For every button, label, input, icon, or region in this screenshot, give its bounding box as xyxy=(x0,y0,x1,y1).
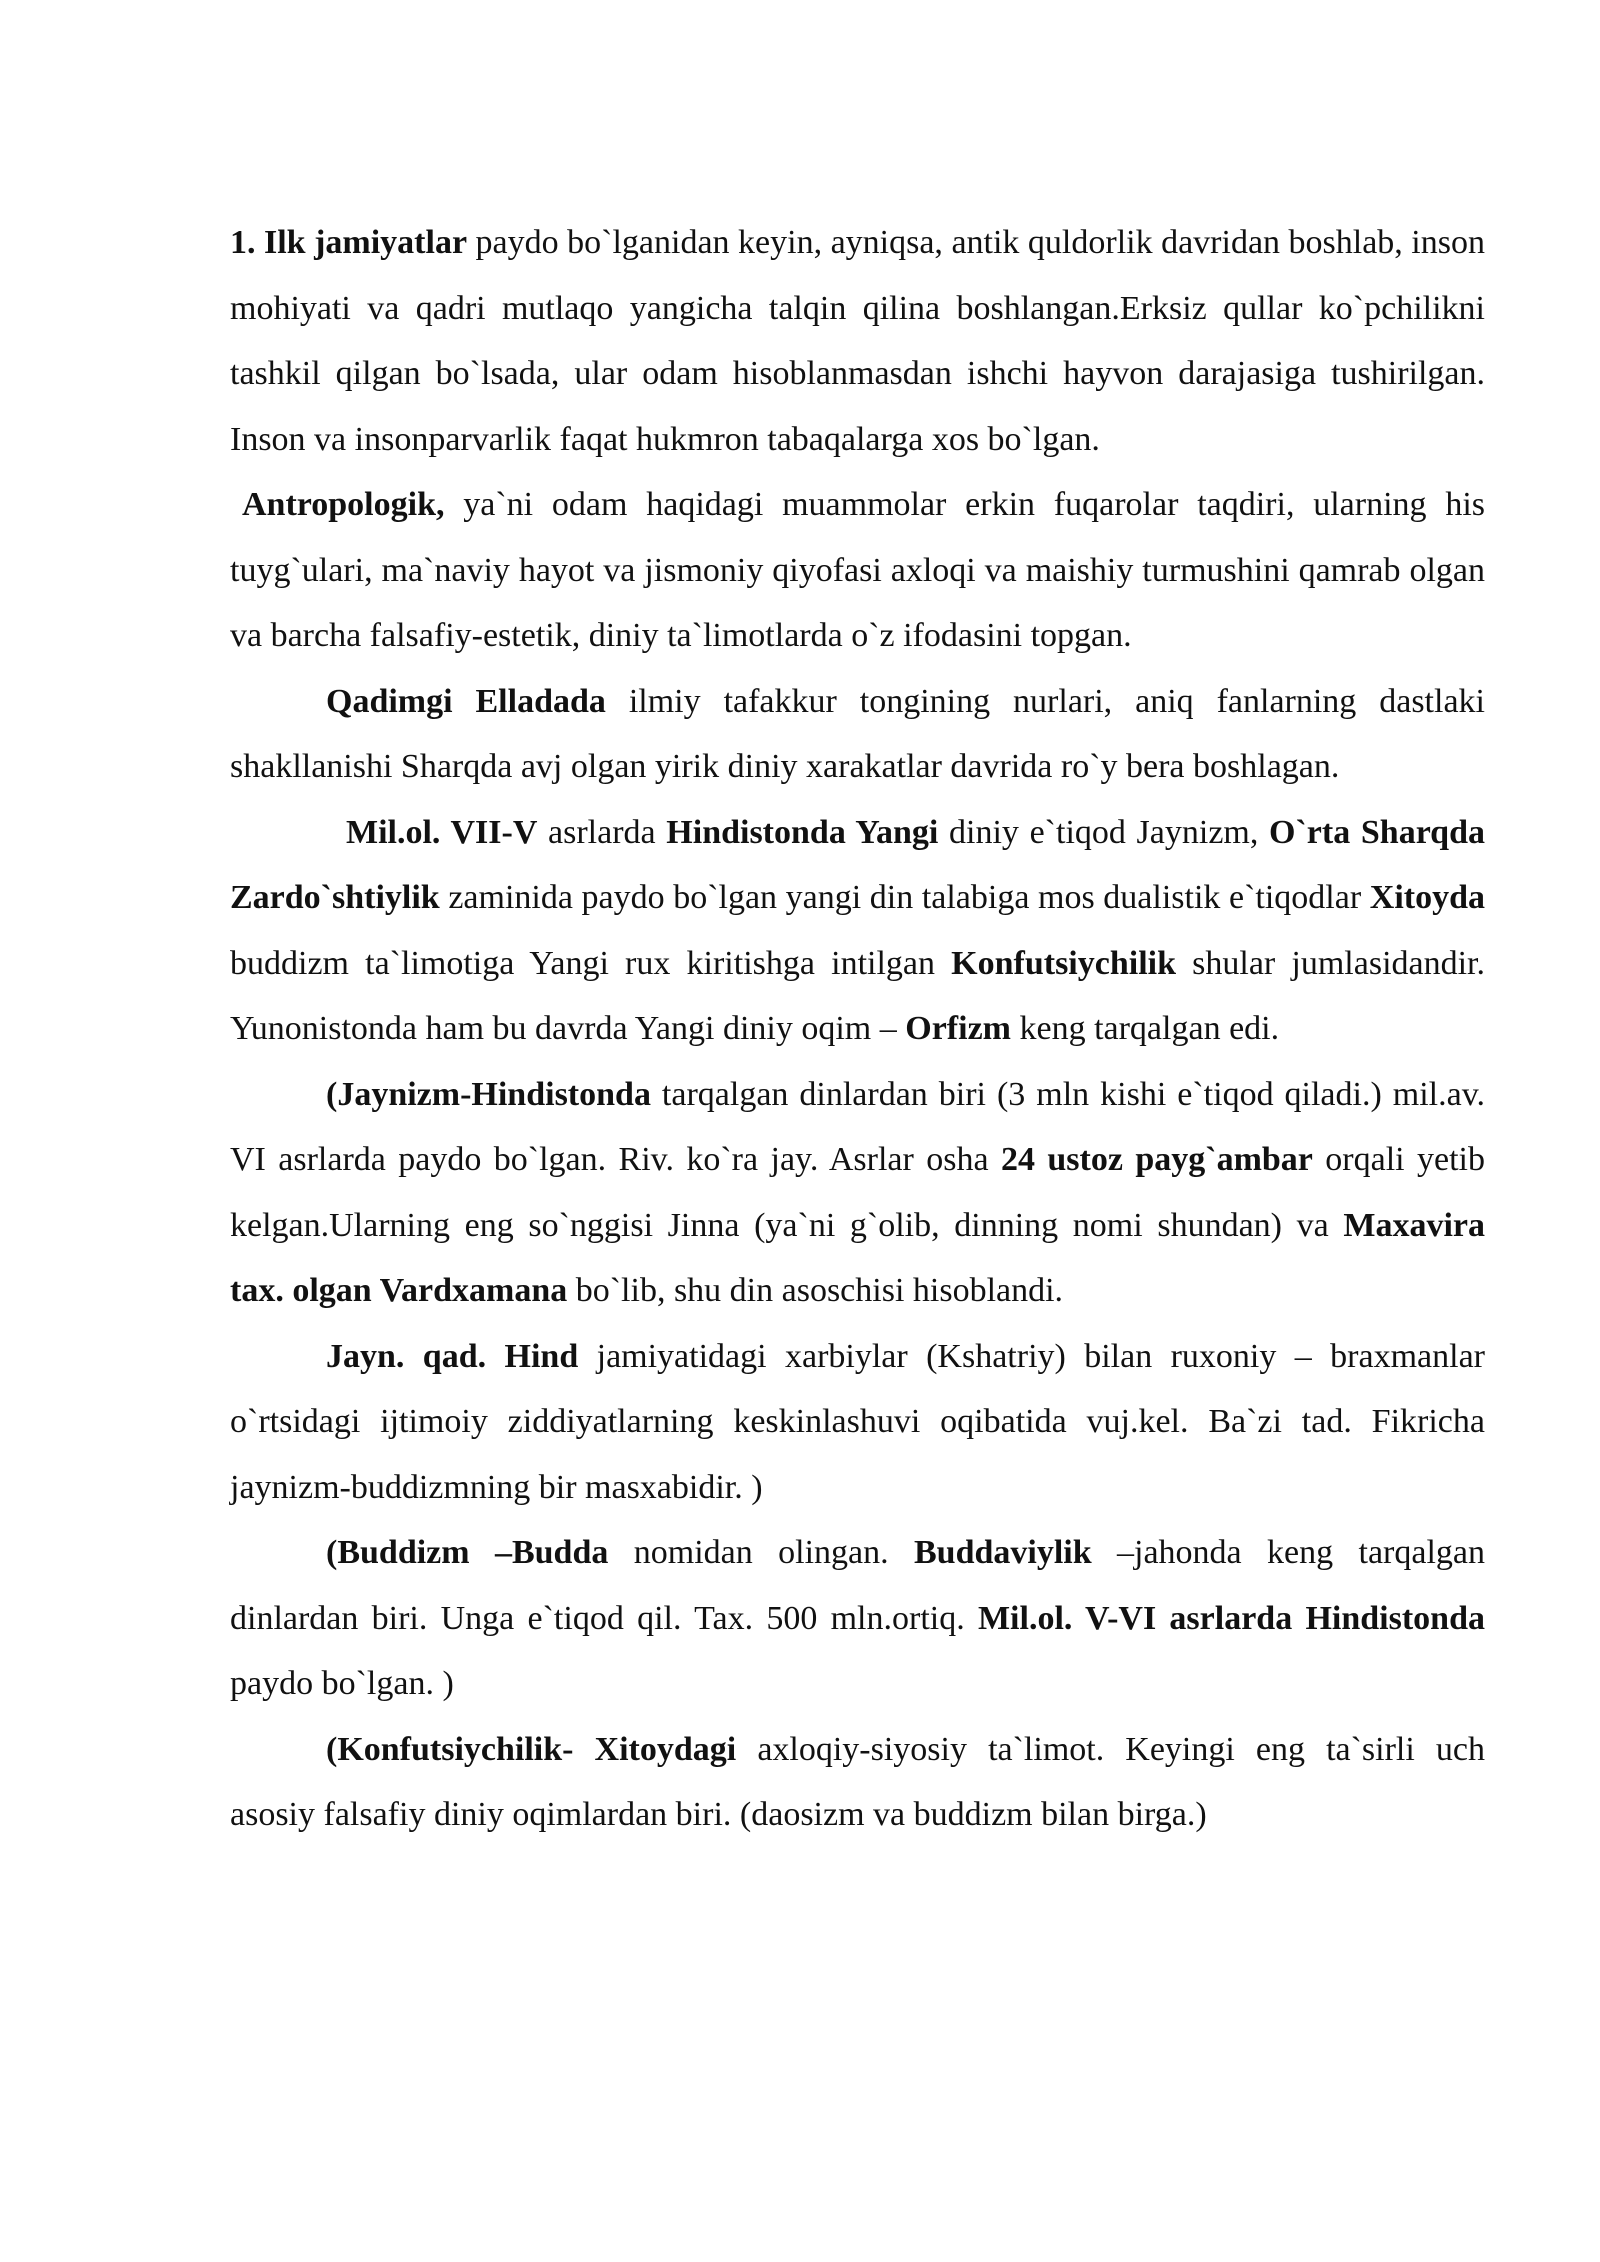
text-run: shular jumlasidandir. Yunonistonda ham bu davrda Yangi diniy oqim – xyxy=(230,944,1485,1047)
paragraph xyxy=(230,1520,1485,1717)
bold-term: (Buddizm –Budda xyxy=(326,1534,609,1571)
bold-term: O`rta Sharqda Zardo`shtiylik xyxy=(230,813,1485,916)
text-run: keng tarqalgan edi. xyxy=(1010,1010,1280,1047)
paragraph xyxy=(230,800,1485,1062)
text-run: buddizm ta`limotiga Yangi rux kiritishga intilgan xyxy=(230,944,952,982)
bold-term: Buddaviylik xyxy=(913,1534,1092,1571)
paragraph xyxy=(230,472,1485,669)
text-run: jamiyatidagi xarbiylar (Kshatriy) bilan ruxoniy – braxmanlar o`rtsidagi ijtimoiy ziddiyatlarning keskinlashuvi oqibatida vuj.kel. Ba`zi tad. Fikricha jaynizm-buddizmning bir masxabidir. ) xyxy=(230,1337,1485,1506)
text-run: tarqalgan dinlardan biri (3 mln kishi e`tiqod qiladi.) mil.av. VI asrlarda paydo bo`lgan. Riv. ko`ra jay. Asrlar osha xyxy=(230,1075,1485,1178)
bold-term: Orfizm xyxy=(905,1010,1011,1047)
bold-term: (Jaynizm-Hindistonda xyxy=(326,1075,651,1113)
bold-term: Antropologik, xyxy=(242,486,445,523)
text-run: zaminida paydo bo`lgan yangi din talabiga mos dualistik e`tiqodlar xyxy=(439,879,1370,916)
paragraph xyxy=(230,1324,1485,1521)
text-run: axloqiy-siyosiy ta`limot. Keyingi eng ta`sirli uch asosiy falsafiy diniy oqimlardan biri. (daosizm va buddizm bilan birga.) xyxy=(230,1730,1485,1833)
text-run: paydo bo`lganidan keyin, ayniqsa, antik quldorlik davridan boshlab, inson mohiyati va qadri mutlaqo yangicha talqin qilina boshlangan.Erksiz qullar ko`pchilikni tashkil qilgan bo`lsada, ular odam hisoblanmasdan ishchi hayvon darajasiga tushirilgan. Inson va insonparvarlik faqat hukmron tabaqalarga xos bo`lgan. xyxy=(230,224,1485,458)
bold-term: Konfutsiychilik xyxy=(951,944,1176,982)
bold-term: (Konfutsiychilik- Xitoydagi xyxy=(326,1730,737,1768)
document-body xyxy=(230,210,1485,1848)
paragraph xyxy=(230,210,1485,472)
bold-term: 1. Ilk jamiyatlar xyxy=(230,224,468,261)
paragraph xyxy=(230,1717,1485,1848)
text-run: diniy e`tiqod Jaynizm, xyxy=(938,813,1270,851)
text-run: –jahonda keng tarqalgan dinlardan biri. Unga e`tiqod qil. Tax. 500 mln.ortiq. xyxy=(230,1534,1485,1637)
bold-term: 24 ustoz payg`ambar xyxy=(1000,1141,1313,1178)
text-run: ya`ni odam haqidagi muammolar erkin fuqarolar taqdiri, ularning his tuyg`ulari, ma`naviy hayot va jismoniy qiyofasi axloqi va maishiy turmushini qamrab olgan va barcha falsafiy-estetik, diniy ta`limotlarda o`z ifodasini topgan. xyxy=(230,486,1485,654)
text-run: bo`lib, shu din asoschisi hisoblandi. xyxy=(567,1272,1064,1309)
paragraph xyxy=(230,1062,1485,1324)
bold-term: Hindistonda Yangi xyxy=(666,813,939,851)
text-run: orqali yetib kelgan.Ularning eng so`nggisi Jinna (ya`ni g`olib, dinning nomi shundan) va xyxy=(230,1141,1485,1244)
bold-term: Mil.ol. V-VI asrlarda Hindistonda xyxy=(977,1599,1485,1637)
bold-term: Maxavira tax. olgan Vardxamana xyxy=(230,1206,1485,1309)
text-run: nomidan olingan. xyxy=(608,1534,914,1571)
paragraph xyxy=(230,669,1485,800)
text-run: paydo bo`lgan. ) xyxy=(230,1665,454,1702)
bold-term: Mil.ol. VII-V xyxy=(346,813,538,851)
bold-term: Xitoyda xyxy=(1369,879,1485,916)
bold-term: Qadimgi Elladada xyxy=(326,682,606,720)
bold-term: Jayn. qad. Hind xyxy=(326,1337,579,1375)
text-run: asrlarda xyxy=(537,813,667,851)
text-run: ilmiy tafakkur tongining nurlari, aniq fanlarning dastlaki shakllanishi Sharqda avj olgan yirik diniy xarakatlar davrida ro`y bera boshlagan. xyxy=(230,682,1485,785)
